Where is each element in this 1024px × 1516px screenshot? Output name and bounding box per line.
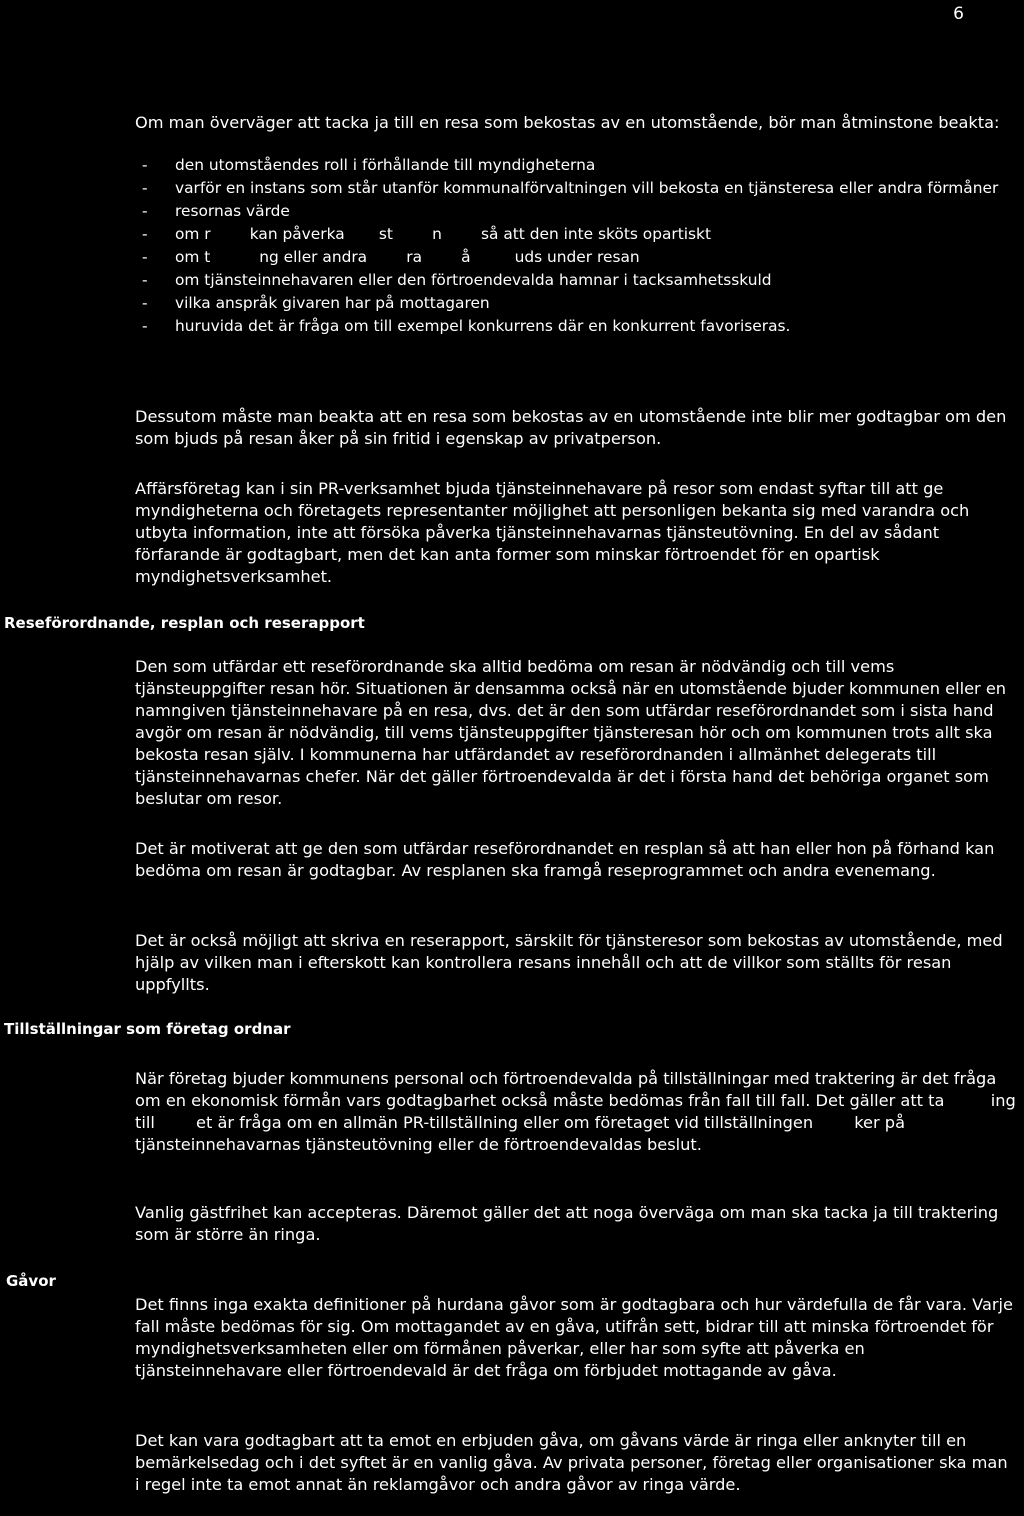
body-paragraph: Dessutom måste man beakta att en resa som bekostas av en utomstående inte blir mer godtagbar om den som bjuds på resan åker på sin fritid i egenskap av privatperson.: [135, 407, 1007, 448]
section-reseforordnande-p2: [135, 838, 1016, 882]
list-item: - vilka anspråk givaren har på mottagaren: [135, 292, 1016, 315]
section-gavor: [135, 1294, 1016, 1382]
list-item: - om t ng eller andra ra å uds under resan: [135, 246, 1016, 269]
list-item: - om tjänsteinnehavaren eller den förtroendevalda hamnar i tacksamhetsskuld: [135, 269, 1016, 292]
section-heading-tillstallningar: Tillställningar som företag ordnar: [4, 1020, 291, 1038]
section-tillstallningar-p2: [135, 1202, 1016, 1246]
section-gavor-p2: [135, 1430, 1016, 1496]
body-paragraph: Det är också möjligt att skriva en reserapport, särskilt för tjänsteresor som bekostas av utomstående, med hjälp av vilken man i efterskott kan kontrollera resans innehåll och att de villkor som ställts för resan uppfyllts.: [135, 931, 1003, 994]
body-paragraph: Det kan vara godtagbart att ta emot en erbjuden gåva, om gåvans värde är ringa eller anknyter till en bemärkelsedag och i det syftet är en vanlig gåva. Av privata personer, företag eller organisationer ska man i regel inte ta emot annat än reklamgåvor och andra gåvor av ringa värde.: [135, 1431, 1008, 1494]
list-item: - huruvida det är fråga om till exempel konkurrens där en konkurrent favoriseras.: [135, 315, 1016, 338]
page-number: 6: [953, 4, 964, 24]
body-paragraph: Affärsföretag kan i sin PR-verksamhet bjuda tjänsteinnehavare på resor som endast syftar till att ge myndigheterna och företagets representanter möjlighet att personligen bekanta sig med varandra och utbyta information, inte att försöka påverka tjänsteinnehavarnas tjänsteutövning. En del av sådant förfarande är godtagbart, men det kan anta former som minskar förtroendet för en opartisk myndighetsverksamhet.: [135, 479, 970, 586]
body-paragraph: När företag bjuder kommunens personal och förtroendevalda på tillställningar med traktering är det fråga om en ekonomisk förmån vars godtagbarhet också måste bedömas från fall till fall. Det gäller att ta ing till et är fråga om en allmän PR-tillställning eller om företaget vid tillställningen ker på tjänsteinnehavarnas tjänsteutövning eller de förtroendevaldas beslut.: [135, 1069, 1021, 1154]
body-paragraph: Vanlig gästfrihet kan accepteras. Däremot gäller det att noga överväga om man ska tacka ja till traktering som är större än ringa.: [135, 1203, 999, 1244]
section-tillstallningar: [135, 1068, 1021, 1156]
section-heading-gavor: Gåvor: [6, 1272, 56, 1290]
list-item: - varför en instans som står utanför kommunalförvaltningen vill bekosta en tjänsteresa eller andra förmåner: [135, 177, 1016, 200]
intro-paragraph: Om man överväger att tacka ja till en resa som bekostas av en utomstående, bör man åtminstone beakta:: [135, 113, 1000, 132]
body-paragraph: Det finns inga exakta definitioner på hurdana gåvor som är godtagbara och hur värdefulla de får vara. Varje fall måste bedömas för sig. Om mottagandet av en gåva, utifrån sett, bidrar till att minska förtroendet för myndighetsverksamheten eller om förmånen påverkar, eller har som syfte att påverka en tjänsteinnehavare eller förtroendevald är det fråga om förbjudet mottagande av gåva.: [135, 1295, 1013, 1380]
list-item: - om r kan påverka st n så att den inte sköts opartiskt: [135, 223, 1016, 246]
list-item: - resornas värde: [135, 200, 1016, 223]
section-heading-reseforordnande: Reseförordnande, resplan och reserapport: [4, 614, 365, 632]
section-reseforordnande-p3: [135, 930, 1016, 996]
intro-section: [135, 112, 1016, 338]
section-reseforordnande: [135, 656, 1016, 810]
list-item: - den utomståendes roll i förhållande till myndigheterna: [135, 154, 1016, 177]
body-paragraph: Den som utfärdar ett reseförordnande ska alltid bedöma om resan är nödvändig och till vems tjänsteuppgifter resan hör. Situationen är densamma också när en utomstående bjuder kommunen eller en namngiven tjänsteinnehavare på en resa, dvs. det är den som utfärdar reseförordnandet som i sista hand avgör om resan är nödvändig, till vems tjänsteuppgifter tjänsteresan hör och om kommunen trots allt ska bekosta resan själv. I kommunerna har utfärdandet av reseförordnanden i allmänhet delegerats till tjänsteinnehavarnas chefer. När det gäller förtroendevalda är det i första hand det behöriga organet som beslutar om resor.: [135, 657, 1007, 808]
paragraph-dessutom: [135, 406, 1016, 450]
body-paragraph: Det är motiverat att ge den som utfärdar reseförordnandet en resplan så att han eller hon på förhand kan bedöma om resan är godtagbar. Av resplanen ska framgå reseprogrammet och andra evenemang.: [135, 839, 995, 880]
paragraph-affarsforetag: [135, 478, 1016, 588]
consideration-list: [135, 154, 1016, 338]
